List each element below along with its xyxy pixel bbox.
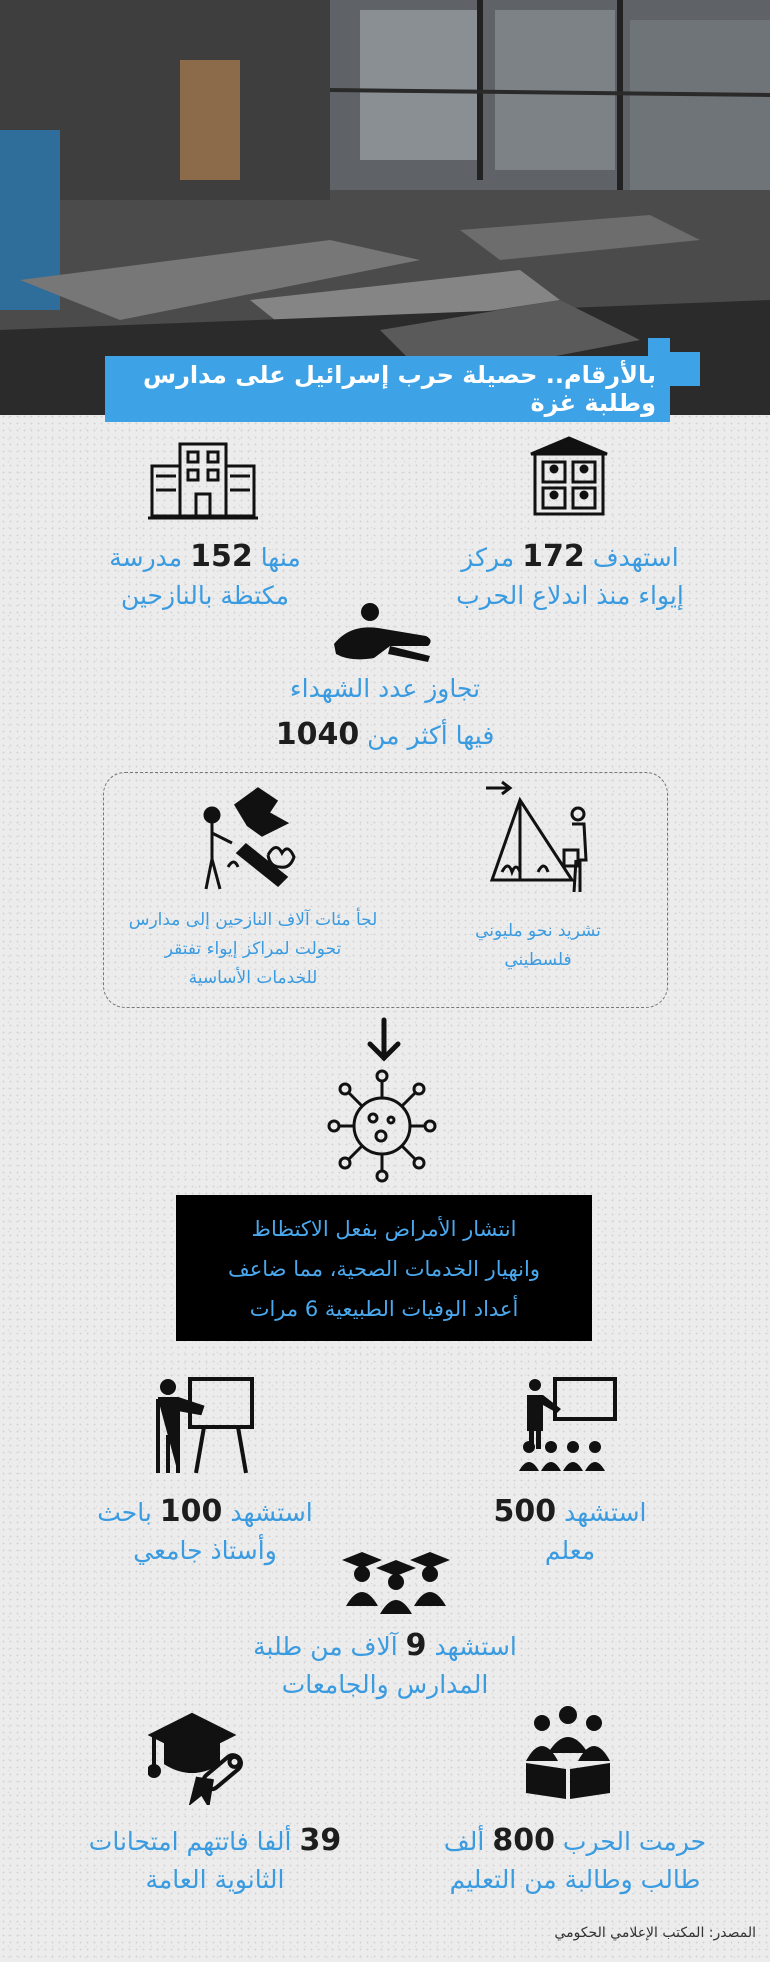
stat-post-text: آلاف من طلبة: [253, 1632, 398, 1661]
stat-number: 9: [405, 1628, 427, 1663]
stat-teachers: [470, 1493, 670, 1570]
stat-line2: الثانوية العامة: [145, 1865, 285, 1894]
stat-schools: [85, 538, 325, 615]
text-line: تحولت لمراكز إيواء تفتقر: [164, 939, 342, 959]
stat-line2: وأستاذ جامعي: [133, 1536, 277, 1565]
text-line: لجأ مئات آلاف النازحين إلى مدارس: [128, 910, 378, 930]
stat-line2: إيواء منذ اندلاع الحرب: [456, 581, 684, 610]
teacher-class-icon: [515, 1375, 621, 1477]
text-line: تشريد نحو مليوني: [475, 921, 601, 941]
graduation-diploma-icon: [148, 1705, 254, 1809]
martyrs-line1: تجاوز عدد الشهداء: [289, 674, 481, 703]
stat-students-killed: [225, 1627, 545, 1704]
stat-pre-text: استهدف: [592, 543, 679, 572]
page-title-text: بالأرقام.. حصيلة حرب إسرائيل على مدارس وطلبة غزة: [142, 361, 656, 417]
stat-pre-text: استشهد: [434, 1632, 517, 1661]
school-building-icon: [148, 440, 258, 524]
arrow-down-icon: [364, 1016, 404, 1068]
stat-number: 39: [299, 1823, 342, 1858]
lecturer-board-icon: [148, 1375, 258, 1479]
stat-post-text: ألف: [443, 1827, 485, 1856]
stat-number: 152: [190, 539, 253, 574]
stat-number: 800: [492, 1823, 555, 1858]
stat-line2: المدارس والجامعات: [281, 1670, 489, 1699]
text-line: فلسطيني: [504, 950, 572, 970]
stat-line2: مكتظة بالنازحين: [120, 581, 290, 610]
stat-post-text: مدرسة: [109, 543, 183, 572]
page-title: [105, 356, 670, 422]
destruction-fire-icon: [198, 785, 310, 901]
stat-post-text: ألفا فاتتهم امتحانات: [88, 1827, 292, 1856]
stat-academics: [85, 1493, 325, 1570]
stat-post-text: باحث: [97, 1498, 152, 1527]
stat-shelters-targeted: [435, 538, 705, 615]
text-line: انتشار الأمراض بفعل الاكتظاظ: [251, 1217, 517, 1241]
stat-martyrs: [235, 670, 535, 755]
stat-number: 172: [522, 539, 585, 574]
stat-missed-exams: [65, 1822, 365, 1899]
source-credit: المصدر: المكتب الإعلامي الحكومي: [554, 1925, 756, 1941]
refugee-tent-icon: [480, 780, 600, 904]
shelter-building-icon: [525, 432, 613, 524]
virus-icon: [327, 1068, 437, 1188]
stat-post-text: مركز: [461, 543, 515, 572]
stat-number: 100: [159, 1494, 223, 1529]
fallen-body-icon: [330, 600, 436, 670]
displacement-text-left: [108, 906, 398, 993]
martyrs-number: 1040: [275, 717, 360, 752]
text-line: للخدمات الأساسية: [188, 968, 318, 988]
stat-pre-text: استشهد: [564, 1498, 647, 1527]
graduates-icon: [340, 1550, 452, 1620]
displacement-text-right: [448, 917, 628, 975]
stat-pre-text: استشهد: [230, 1498, 313, 1527]
stat-number: 500: [493, 1494, 557, 1529]
text-line: وانهيار الخدمات الصحية، مما ضاعف: [228, 1257, 540, 1281]
students-books-icon: [518, 1705, 618, 1805]
martyrs-pre-text: فيها أكثر من: [367, 721, 495, 750]
stat-deprived-students: [425, 1822, 725, 1899]
stat-pre-text: حرمت الحرب: [562, 1827, 707, 1856]
text-line: أعداد الوفيات الطبيعية 6 مرات: [249, 1297, 519, 1321]
stat-pre-text: منها: [260, 543, 301, 572]
stat-line2: معلم: [544, 1536, 596, 1565]
disease-box: [176, 1195, 592, 1341]
stat-line2: طالب وطالبة من التعليم: [449, 1865, 701, 1894]
